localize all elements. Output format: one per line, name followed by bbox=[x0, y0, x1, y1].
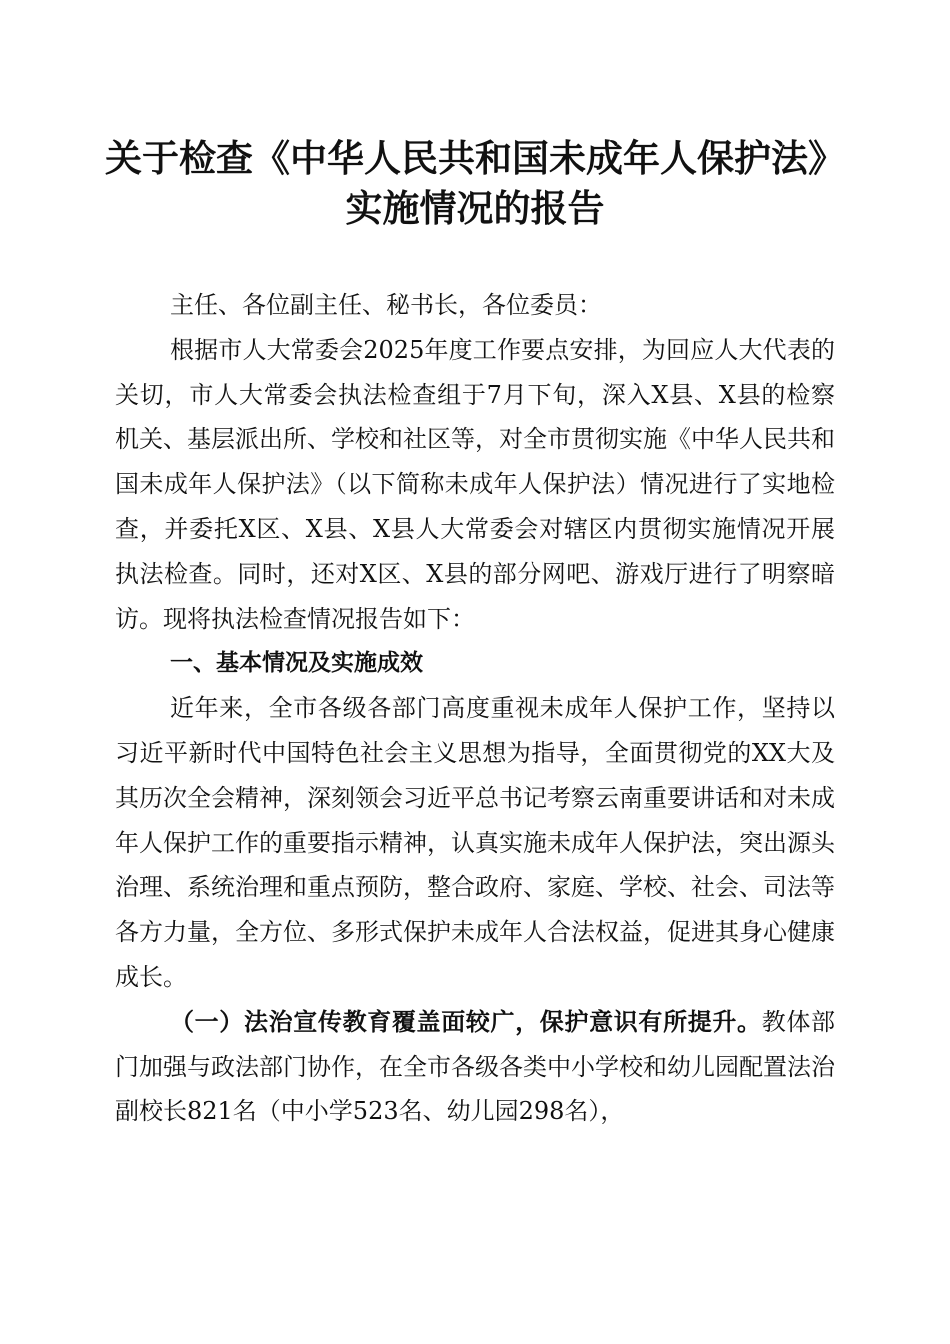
document-body bbox=[115, 283, 835, 1134]
document-title-line-2: 实施情况的报告 bbox=[345, 186, 605, 230]
subsection-text: 教体部门加强与政法部门协作，在全市各级各类中小学校和幼儿园配置法治副校长821名（中小学523名、幼儿园298名）， bbox=[115, 1007, 836, 1126]
section-paragraph: 近年来，全市各级各部门高度重视未成年人保护工作，坚持以习近平新时代中国特色社会主义思想为指导，全面贯彻党的XX大及其历次全会精神，深刻领会习近平总书记考察云南重要讲话和对未成年人保护工作的重要指示精神，认真实施未成年人保护法，突出源头治理、系统治理和重点预防，整合政府、家庭、学校、社会、司法等各方力量，全方位、多形式保护未成年人合法权益，促进其身心健康成长。 bbox=[115, 694, 835, 991]
salutation: 主任、各位副主任、秘书长，各位委员： bbox=[170, 291, 602, 319]
subsection-paragraph bbox=[115, 1000, 835, 1134]
document-title-line-1: 关于检查《中华人民共和国未成年人保护法》 bbox=[105, 136, 845, 180]
section-heading: 一、基本情况及实施成效 bbox=[170, 650, 423, 677]
subsection-lead: （一）法治宣传教育覆盖面较广，保护意识有所提升。 bbox=[170, 1006, 762, 1036]
intro-paragraph: 根据市人大常委会2025年度工作要点安排，为回应人大代表的关切，市人大常委会执法检查组于7月下旬，深入X县、X县的检察机关、基层派出所、学校和社区等，对全市贯彻实施《中华人民共和国未成年人保护法》（以下简称未成年人保护法）情况进行了实地检查，并委托X区、X县、X县人大常委会对辖区内贯彻实施情况开展执法检查。同时，还对X区、X县的部分网吧、游戏厅进行了明察暗访。现将执法检查情况报告如下： bbox=[115, 335, 835, 633]
